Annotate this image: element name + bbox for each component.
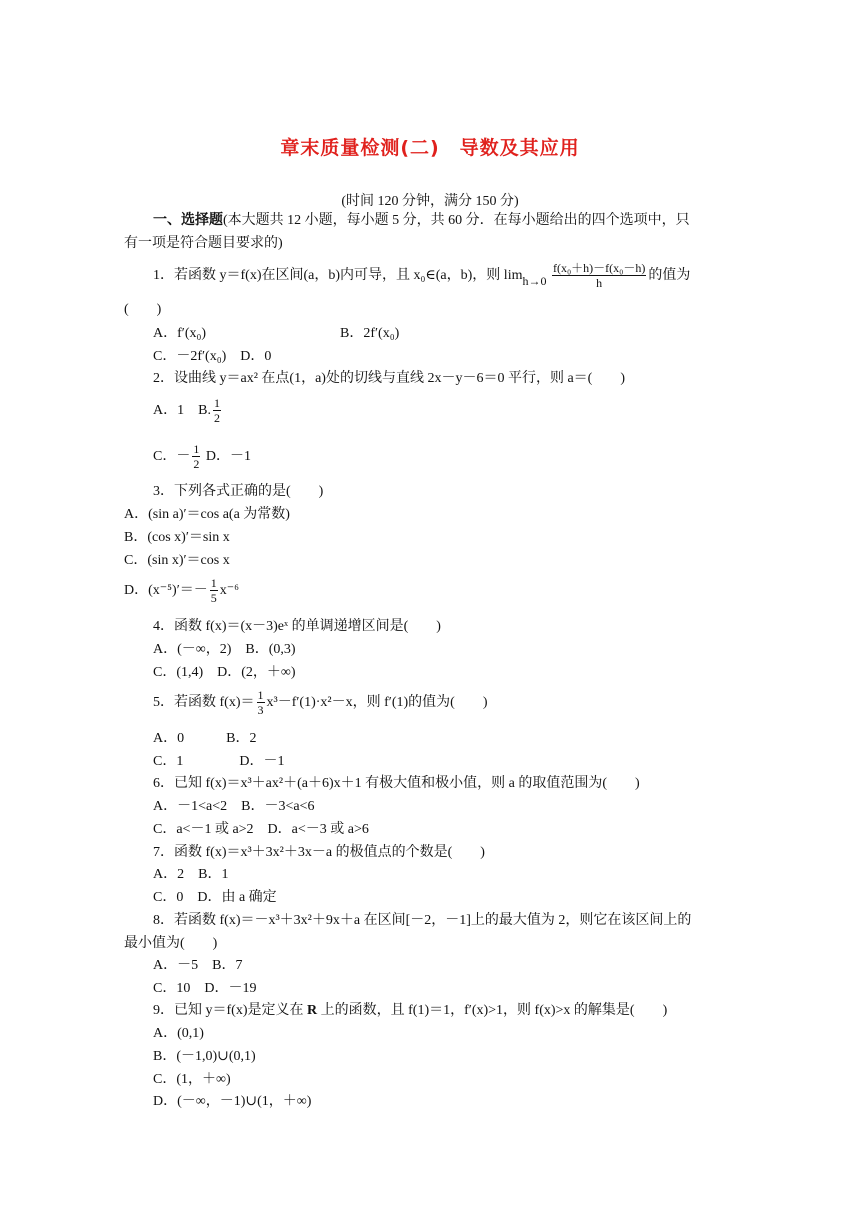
q5-stem-pre: 5．若函数 f(x)＝: [153, 695, 255, 710]
q5-option-ab: A．0 B．2: [153, 731, 257, 746]
q2-c-num: 1: [193, 442, 200, 457]
q2-option-c-frac: [192, 442, 200, 471]
section-desc-2: 有一项是符合题目要求的): [124, 236, 283, 251]
q1-paren: ( ): [124, 302, 162, 317]
q3-option-a: A．(sin a)′＝cos a(a 为常数): [124, 507, 290, 522]
section-desc-1: (本大题共 12 小题，每小题 5 分，共 60 分．在每小题给出的四个选项中，只: [223, 213, 690, 228]
q1-option-b: B．2f′(x₀): [340, 326, 400, 341]
question-4-stem: 4．函数 f(x)＝(x－3)eˣ 的单调递增区间是( ): [153, 619, 441, 634]
question-5-stem: [153, 686, 487, 720]
q1-option-a: A．f′(x₀): [153, 326, 207, 341]
q4-option-ab: A．(－∞，2) B．(0,3): [153, 642, 296, 657]
q2-option-cd: [153, 440, 251, 474]
q3-d-post: x⁻⁶: [219, 583, 240, 598]
q3-d-den: 5: [210, 591, 217, 606]
q9-stem-post: 上的函数，且 f(1)＝1，f′(x)>1，则 f(x)>x 的解集是( ): [317, 1003, 668, 1018]
q7-option-ab: A．2 B．1: [153, 867, 229, 882]
q3-option-b: B．(cos x)′＝sin x: [124, 530, 230, 545]
section-intro-line1: [153, 212, 690, 230]
q2-option-a: A．1 B.: [153, 403, 211, 418]
q1-frac-num: f(x₀＋h)－f(x₀－h): [552, 261, 646, 276]
q5-frac-num: 1: [257, 688, 264, 703]
q1-stem-text: 1．若函数 y＝f(x)在区间(a，b)内可导，且 x₀∈(a，b)，则 lim: [153, 268, 523, 283]
q2-b-den: 2: [213, 411, 220, 426]
question-2-stem: 2．设曲线 y＝ax² 在点(1，a)处的切线与直线 2x－y－6＝0 平行，则 a＝( ): [153, 371, 625, 386]
q2-option-b-frac: [213, 396, 221, 425]
question-8-stem-1: 8．若函数 f(x)＝－x³＋3x²＋9x＋a 在区间[－2，－1]上的最大值为 2，则它在该区间上的: [153, 913, 692, 928]
q1-frac-den: h: [596, 276, 603, 291]
question-7-stem: 7．函数 f(x)＝x³＋3x²＋3x－a 的极值点的个数是( ): [153, 845, 485, 860]
q7-option-cd: C．0 D．由 a 确定: [153, 890, 277, 905]
q6-option-cd: C．a<－1 或 a>2 D．a<－3 或 a>6: [153, 822, 369, 837]
q5-stem-post: x³－f′(1)·x²－x，则 f′(1)的值为( ): [266, 695, 488, 710]
question-9-stem: [153, 1002, 667, 1020]
q9-option-b: B．(－1,0)∪(0,1): [153, 1049, 256, 1064]
q2-option-ab: [153, 394, 223, 428]
question-3-stem: 3．下列各式正确的是( ): [153, 484, 324, 499]
q5-frac-den: 3: [257, 703, 264, 718]
exam-info: (时间 120 分钟，满分 150 分): [341, 194, 519, 209]
question-8-stem-2: 最小值为( ): [124, 936, 218, 951]
q4-option-cd: C．(1,4) D．(2，＋∞): [153, 665, 296, 680]
q2-option-d: D．－1: [205, 449, 251, 464]
question-6-stem: 6．已知 f(x)＝x³＋ax²＋(a＋6)x＋1 有极大值和极小值，则 a 的取值范围为( ): [153, 776, 640, 791]
q8-option-ab: A．－5 B．7: [153, 958, 243, 973]
q9-option-d: D．(－∞，－1)∪(1，＋∞): [153, 1094, 312, 1109]
q3-option-c: C．(sin x)′＝cos x: [124, 553, 230, 568]
q1-limit-subscript: h→0: [522, 274, 547, 288]
q9-stem-pre: 9．已知 y＝f(x)是定义在: [153, 1003, 307, 1018]
q2-c-den: 2: [193, 457, 200, 472]
q3-d-frac: [210, 576, 218, 605]
q5-option-cd: C．1 D．－1: [153, 754, 285, 769]
q2-option-c: C．－: [153, 449, 191, 464]
q9-option-a: A．(0,1): [153, 1026, 204, 1041]
section-heading: 一、选择题: [153, 213, 223, 228]
q5-frac: [257, 688, 265, 717]
q3-option-d: [124, 574, 239, 608]
q3-d-pre: D．(x⁻⁵)′＝－: [124, 583, 208, 598]
q3-d-num: 1: [210, 576, 217, 591]
q1-stem-end: 的值为: [648, 268, 691, 283]
page-title: 章末质量检测(二) 导数及其应用: [280, 137, 580, 159]
q2-b-num: 1: [213, 396, 220, 411]
question-1-stem: [153, 258, 690, 293]
q1-option-cd: C．－2f′(x₀) D．0: [153, 349, 272, 364]
q9-option-c: C．(1，＋∞): [153, 1072, 231, 1087]
q1-fraction: [552, 261, 646, 290]
q6-option-ab: A．－1<a<2 B．－3<a<6: [153, 799, 315, 814]
q8-option-cd: C．10 D．－19: [153, 981, 257, 996]
q9-real-set: R: [307, 1003, 318, 1018]
